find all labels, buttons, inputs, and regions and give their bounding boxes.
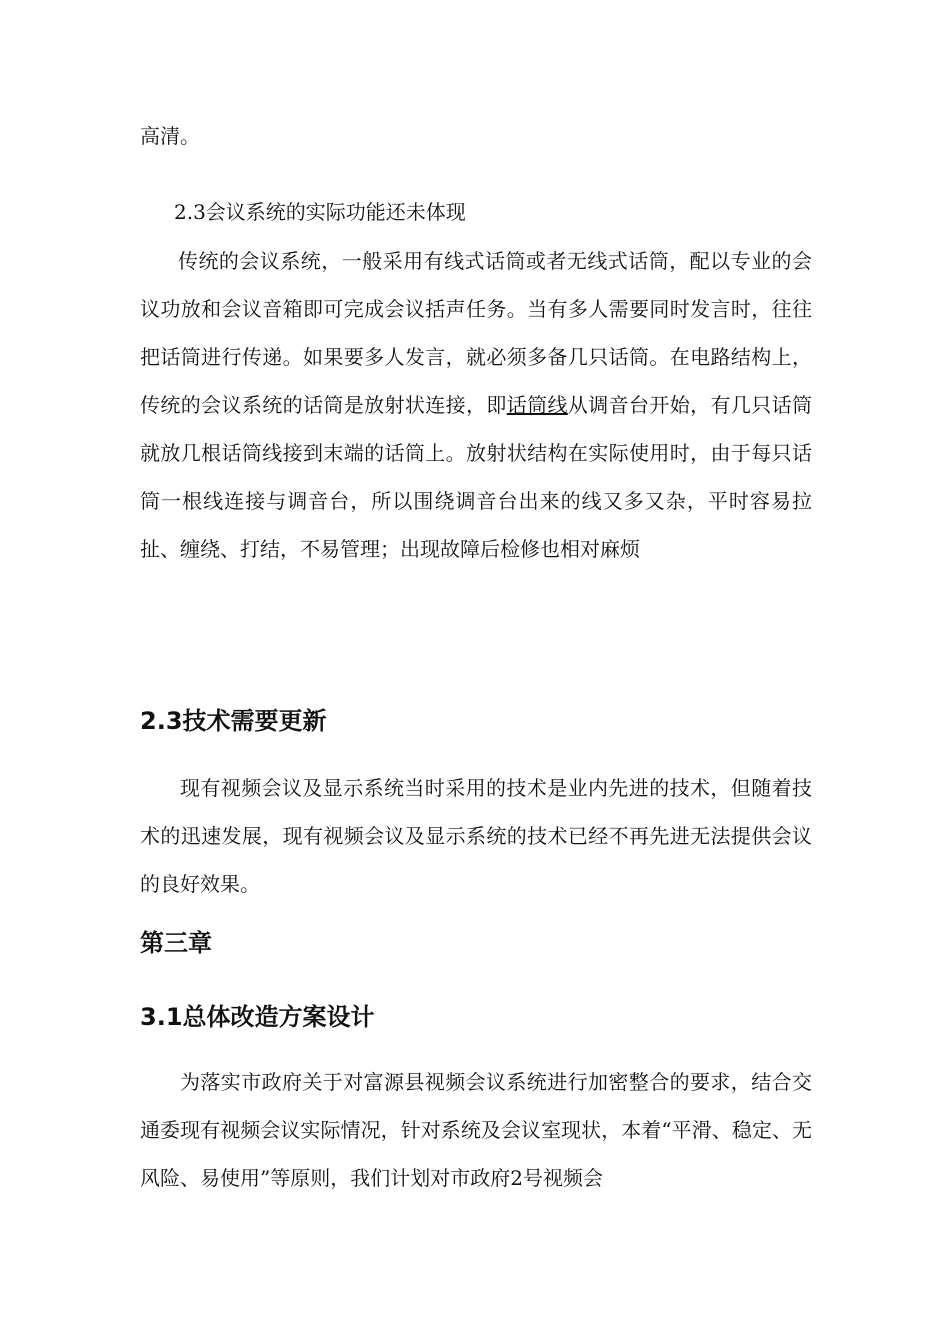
subsection-heading: 2.3会议系统的实际功能还未体现	[174, 200, 466, 224]
subsection-2-3-function	[140, 197, 812, 227]
continuation-block	[140, 112, 812, 160]
paragraph-text-end: 从调音台开始，有几只话筒就放几根话筒线接到末端的话筒上。放射状结构在实际使用时，由于每只话筒一根线连接与调音台，所以围绕调音台出来的线又多又杂，平时容易拉扯、缠绕、打结，不易管理；出现故障后检修也相对麻烦	[140, 393, 812, 561]
section-2-3-tech-update	[140, 705, 812, 737]
section-2-3-body	[140, 764, 812, 908]
section-heading: 2.3技术需要更新	[140, 707, 327, 735]
section-3-1-body	[140, 1058, 812, 1202]
subsection-2-3-body	[140, 237, 812, 573]
body-paragraph: 现有视频会议及显示系统当时采用的技术是业内先进的技术，但随着技术的迅速发展，现有视频会议及显示系统的技术已经不再先进无法提供会议的良好效果。	[140, 776, 812, 896]
chapter-3	[140, 927, 812, 959]
section-heading: 3.1总体改造方案设计	[140, 1003, 375, 1031]
chapter-heading: 第三章	[140, 929, 212, 957]
body-paragraph: 为落实市政府关于对富源县视频会议系统进行加密整合的要求，结合交通委现有视频会议实际情况，针对系统及会议室现状，本着“平滑、稳定、无风险、易使用”等原则，我们计划对市政府2号视频会	[140, 1070, 812, 1190]
body-paragraph	[140, 237, 812, 573]
paragraph-text-start: 传统的会议系统，一般采用有线式话筒或者无线式话筒，配以专业的会议功放和会议音箱即可完成会议括声任务。当有多人需要同时发言时，往往把话筒进行传递。如果要多人发言，就必须多备几只话筒。在电路结构上，传统的会议系统的话筒是放射状连接，即	[140, 249, 812, 417]
section-3-1	[140, 1001, 812, 1033]
microphone-cable-link[interactable]: 话筒线	[506, 393, 568, 417]
continuation-text: 高清。	[140, 124, 200, 148]
